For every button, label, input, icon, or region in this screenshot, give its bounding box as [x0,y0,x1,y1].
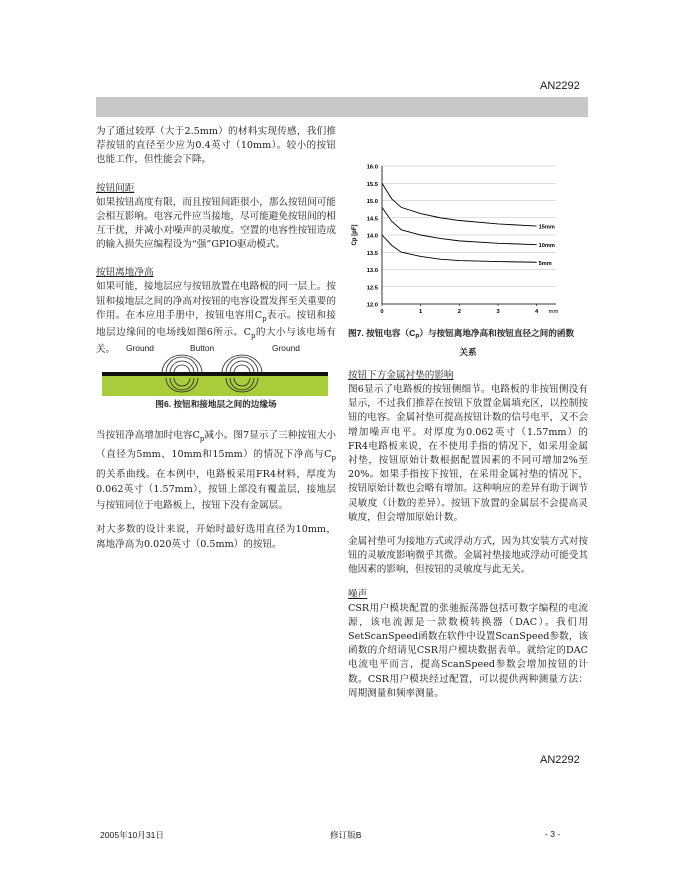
fig6-label-ground-left: Ground [126,343,154,353]
fig6-caption: 图6. 按钮和接地层之间的边缘场 [155,399,277,409]
fig6-label-ground-right: Ground [272,343,300,353]
series-label-10mm: 10mm [538,243,555,250]
footer-page: - 3 - [545,829,561,839]
x-tick-label: 2 [457,309,461,315]
y-tick-label: 16.0 [366,164,378,171]
x-tick-label: 3 [496,309,500,315]
y-tick-label: 13.0 [366,268,378,274]
left-column-lower [96,428,336,552]
header-bar [96,97,588,117]
fig7-caption: 图7. 按钮电容$(C_P)$与按钮离地净高和按钮直径之间的函数 关系 [348,328,575,357]
doc-id-header: AN2292 [540,80,580,92]
x-tick-label: 0 [380,309,384,315]
y-tick-label: 12.5 [366,285,378,292]
footer-revision: 修订版B [330,830,362,840]
recommend-paragraph: 对大多数的设计来说，开始时最好选用直径为10mm，离地净高为0.020英寸（0.5mm）的按钮。 [96,524,336,550]
section-heading-clearance: 按钮离地净高 [96,267,154,279]
x-axis-label: mm [548,309,559,315]
noise-paragraph: CSR用户模块配置的张驰振荡器包括可数字编程的电流源，该电流源是一款数模转换器（DAC）。我们用SetScanSpeed函数在软件中设置ScanSpeed参数，该函数的介绍请见CSR用户模块数据表单。就给定的DAC电流电平而言，提高ScanSpeed参数会增加按钮的计数。CSR用户模块经过配置，可以提供两种测量方法：周期测量和频率测量。 [348,602,588,699]
series-line-5mm [382,235,537,262]
doc-id-footer: AN2292 [540,754,580,766]
y-tick-label: 15.0 [366,199,378,205]
footer-date: 2005年10月31日 [100,830,165,840]
y-axis-label: Cp [pF] [352,224,358,246]
section-heading-noise: 噪声 [348,588,368,600]
fig6-diagram [96,340,336,400]
y-tick-label: 14.0 [366,233,378,240]
section-heading-spacing: 按钮间距 [96,182,135,194]
y-tick-label: 15.5 [366,181,378,188]
right-column [348,369,588,701]
pad-paragraph: 金属衬垫可为接地方式或浮动方式，因为其安装方式对按钮的灵敏度影响微乎其微。金属衬垫接地或浮动可能受其他因素的影响，但按钮的灵敏度与此无关。 [348,536,588,576]
pcb-substrate [102,376,328,396]
fig7-chart [346,158,586,328]
intro-paragraph: 为了通过较厚（大于2.5mm）的材料实现传感，我们推荐按钮的直径至少应为0.4英寸（10mm）。较小的按钮也能工作，但性能会下降。 [96,126,336,166]
clearance-paragraph: 如果可能，接地层应与按钮放置在电路板的同一层上。按钮和接地层之间的净高对按钮的电容设置发挥至关重要的作用。在本应用手册中，按钮电容用$C_p$表示。按钮和接地层边缘间的电场线如图6所示。$C_p$的大小与该电场有关。 [96,281,337,356]
y-tick-label: 14.5 [366,216,378,223]
series-line-10mm [382,207,537,244]
x-tick-label: 1 [419,309,423,315]
cp-paragraph: 当按钮净高增加时电容$C_p$减小。图7显示了三种按钮大小（直径为5mm、10mm和15mm）的情况下净高与$C_p$的关系曲线。在本例中，电路板采用FR4材料，厚度为0.062英寸（1.57mm），按钮上部没有覆盖层，接地层与按钮同位于电路板上，按钮下没有金属层。 [96,430,337,511]
fig6-label-button: Button [190,343,215,353]
metal-paragraph: 图6显示了电路板的按钮侧细节。电路板的非按钮侧没有显示，不过我们推荐在按钮下放置金属填充区，以控制按钮的电容。金属衬垫可提高按钮计数的信号电平，又不会增加噪声电平。对厚度为0.062英寸（1.57mm）的FR4电路板来说，在不使用手指的情况下，如采用金属衬垫，按钮原始计数根据配置因素的不同可增加2%至20%。如果手指按下按钮，在采用金属衬垫的情况下，按钮原始计数也会略有增加。这种响应的差异有助于调节灵敏度（计数的差异）。按钮下放置的金属层不会提高灵敏度，但会增加原始计数。 [348,384,588,523]
series-label-5mm: 5mm [538,260,552,267]
spacing-paragraph: 如果按钮高度有限，而且按钮间距很小，那么按钮间可能会相互影响。电容元件应当接地，尽可能避免按钮间的相互干扰，并减小对噪声的灵敏度。空置的电容性按钮造成的输入损失应编程设为“强”GPIO驱动模式。 [96,196,336,251]
y-tick-label: 12.0 [366,302,378,309]
copper-layer [102,372,328,376]
figure-6 [96,340,336,415]
series-line-15mm [382,183,537,226]
x-tick-label: 4 [535,309,539,315]
left-column [96,125,336,357]
y-tick-label: 13.5 [366,250,378,257]
series-label-15mm: 15mm [538,224,555,231]
section-heading-metal: 按钮下方金属衬垫的影响 [348,370,454,381]
